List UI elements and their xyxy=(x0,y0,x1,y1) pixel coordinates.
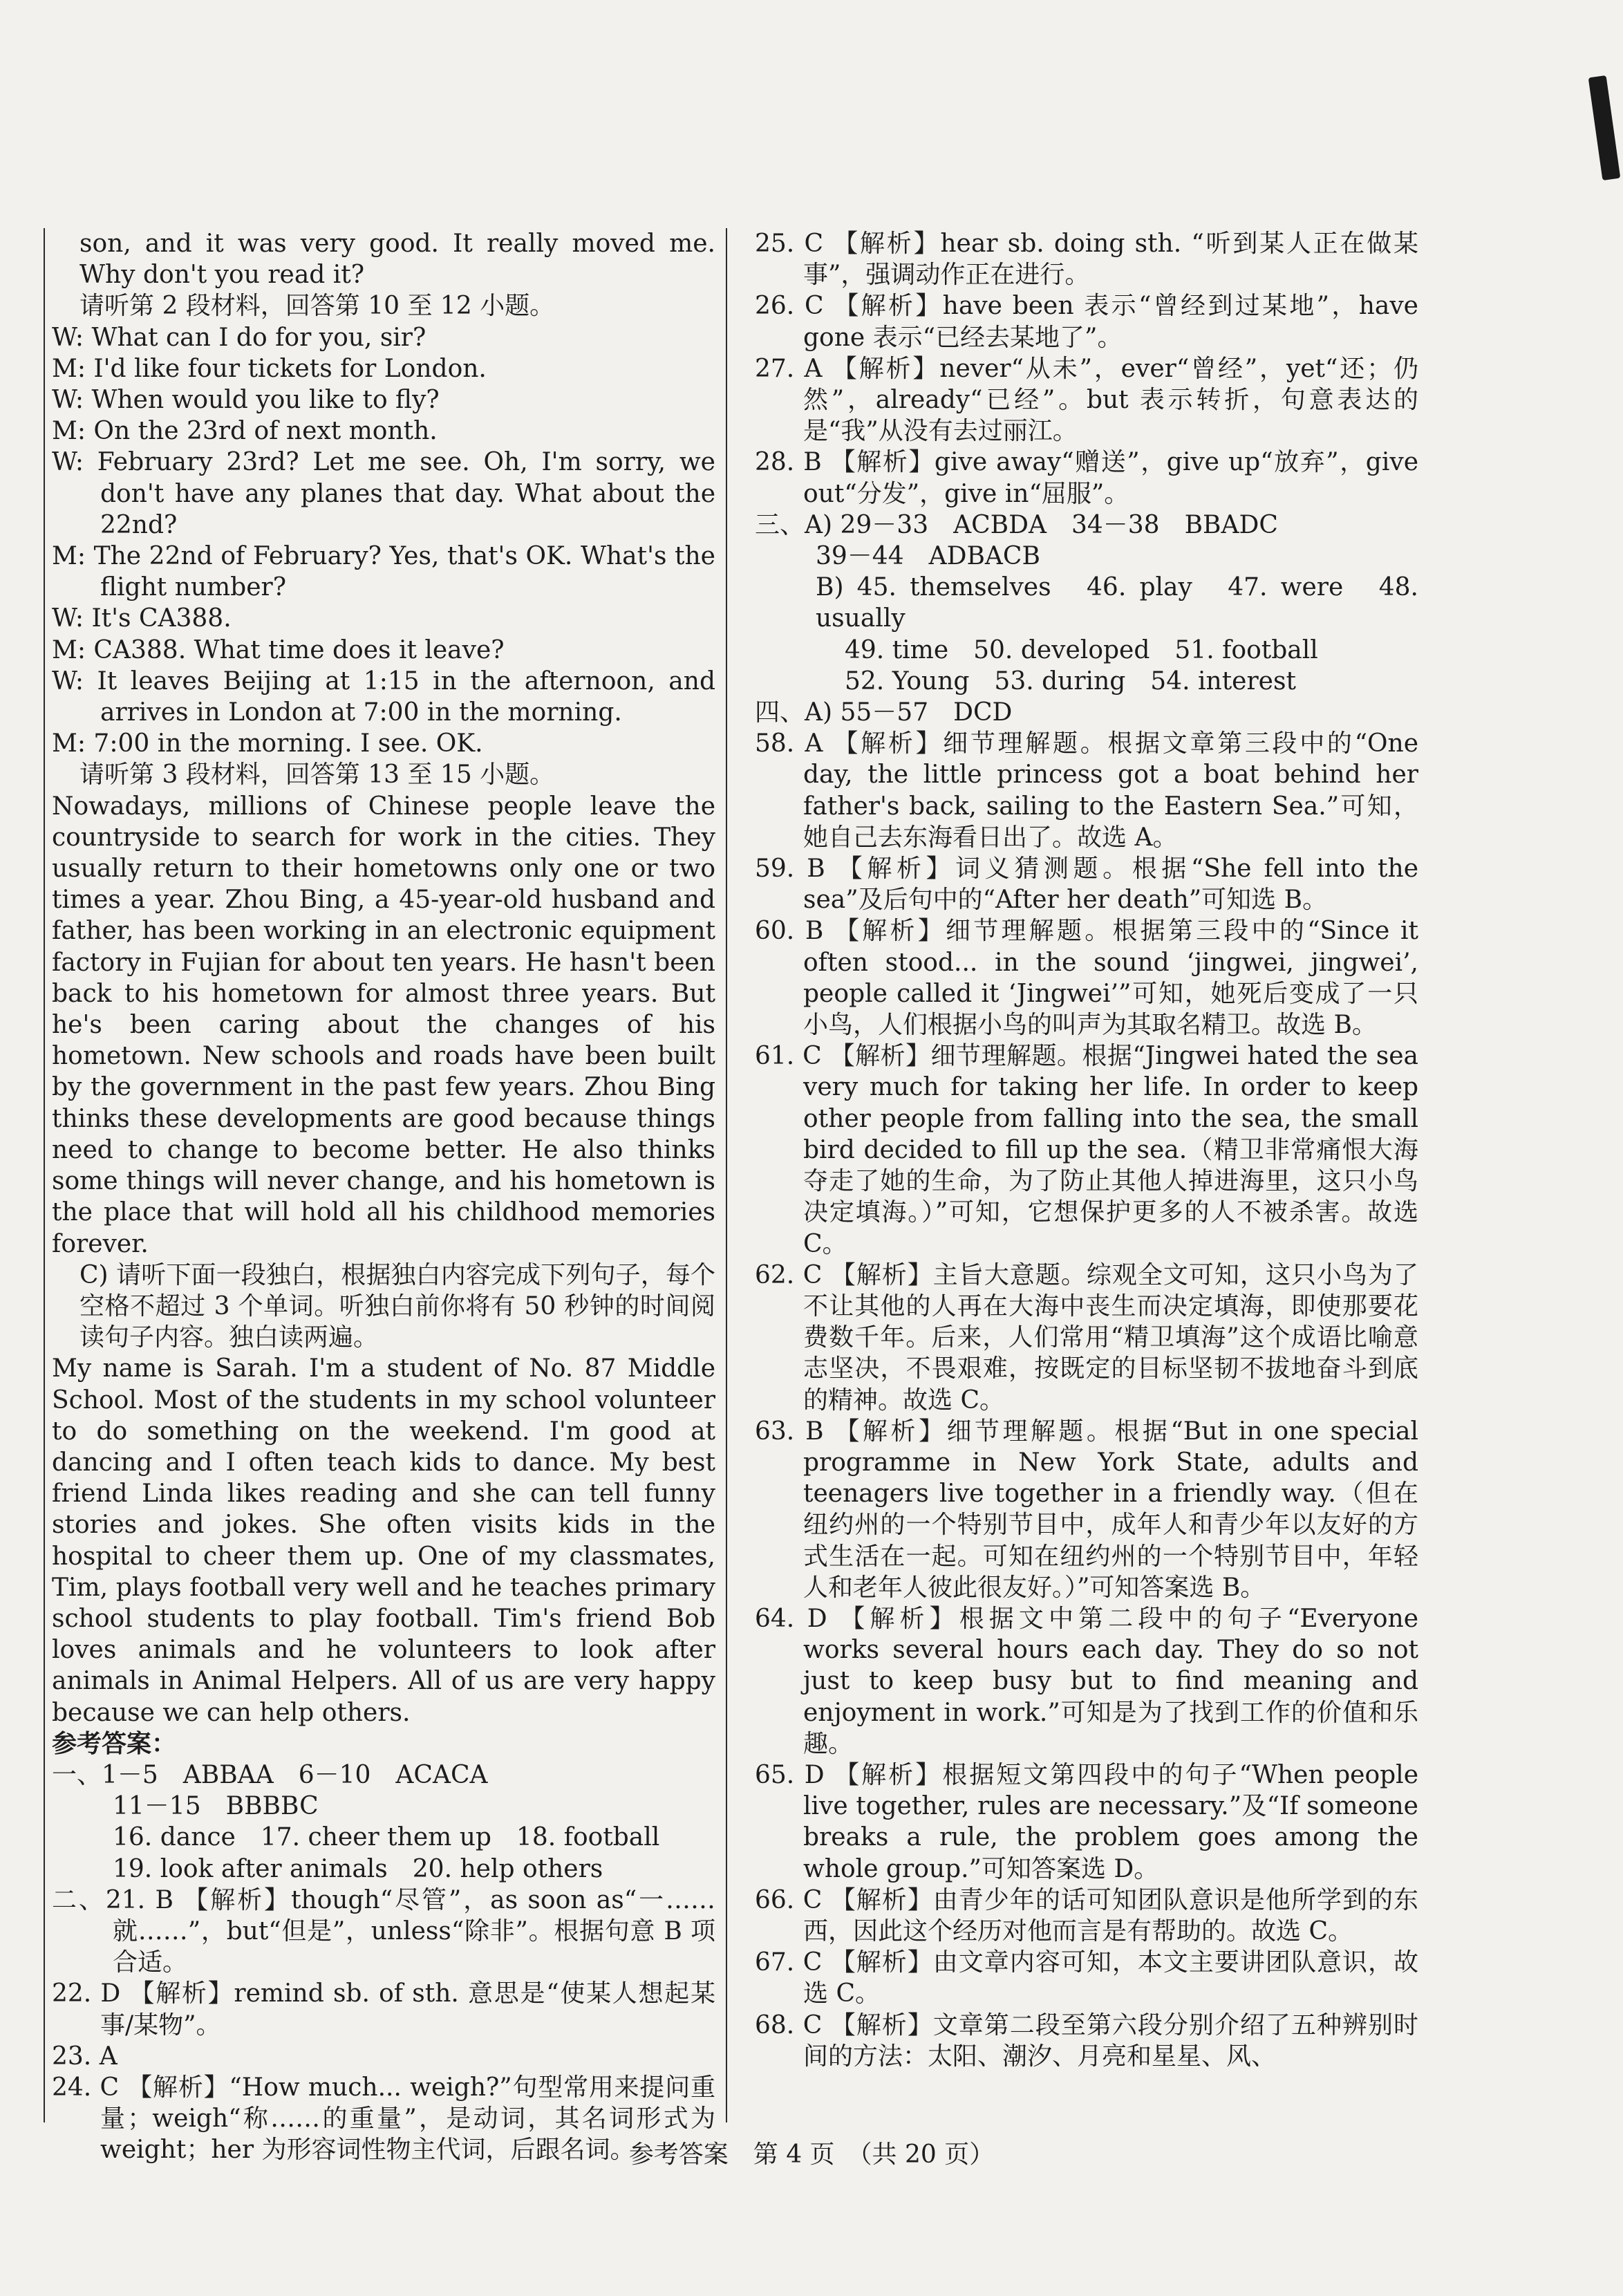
right-paragraph: 52. Young 53. during 54. interest xyxy=(845,666,1296,696)
right-paragraph: 25. C 【解析】hear sb. doing sth. “听到某人正在做某事”，强调动作正在进行。 xyxy=(755,230,1418,290)
left-paragraph: W: When would you like to fly? xyxy=(52,386,440,415)
left-paragraph: M: CA388. What time does it leave? xyxy=(52,635,505,664)
left-paragraph: M: I'd like four tickets for London. xyxy=(52,354,487,383)
left-paragraph: 11－15 BBBBC xyxy=(113,1792,319,1821)
right-paragraph: 62. C 【解析】主旨大意题。综观全文可知，这只小鸟为了不让其他的人再在大海中丧生而决定填海，即使那要花费数千年。后来，人们常用“精卫填海”这个成语比喻意志坚决，不畏艰难，按既定的目标坚韧不拔地奋斗到底的精神。故选 C。 xyxy=(755,1260,1418,1415)
left-paragraph: W: It's CA388. xyxy=(52,604,232,633)
right-paragraph: 26. C 【解析】have been 表示“曾经到过某地”，have gone 表示“已经去某地了”。 xyxy=(755,292,1418,352)
left-paragraph: 请听第 3 段材料，回答第 13 至 15 小题。 xyxy=(79,760,555,790)
left-paragraph: 22. D 【解析】remind sb. of sth. 意思是“使某人想起某事/某物”。 xyxy=(52,1979,715,2040)
right-paragraph: 66. C 【解析】由青少年的话可知团队意识是他所学到的东西，因此这个经历对他而言是有帮助的。故选 C。 xyxy=(755,1885,1418,1945)
right-paragraph: 39－44 ADBACB xyxy=(816,542,1040,571)
left-paragraph: 二、21. B 【解析】though“尽管”，as soon as“一……就……”，but“但是”，unless“除非”。根据句意 B 项合适。 xyxy=(52,1885,715,1977)
right-column xyxy=(755,228,1418,2072)
right-paragraph: 64. D 【解析】根据文中第二段中的句子“Everyone works several hours each day. They do so not just to keep busy but to find meaning and enjoyment in work.”可知是为了找到工作的价值和乐趣。 xyxy=(755,1604,1418,1758)
left-paragraph: My name is Sarah. I'm a student of No. 87 Middle School. Most of the students in my school volunteer to do something on the weekend. I'm good at dancing and I often teach kids to dance. My best friend Linda likes reading and she can tell funny stories and jokes. She often visits kids in the hospital to cheer them up. One of my classmates, Tim, plays football very well and he teaches primary school students to play football. Tim's friend Bob loves animals and he volunteers to look after animals in Animal Helpers. All of us are very happy because we can help others. xyxy=(52,1354,715,1727)
left-paragraph: W: What can I do for you, sir? xyxy=(52,323,426,352)
left-paragraph: 一、1－5 ABBAA 6－10 ACACA xyxy=(52,1760,488,1789)
right-paragraph: 67. C 【解析】由文章内容可知，本文主要讲团队意识，故选 C。 xyxy=(755,1948,1418,2008)
left-column xyxy=(52,228,715,2166)
right-paragraph: 四、A) 55－57 DCD xyxy=(755,698,1013,727)
left-paragraph: 16. dance 17. cheer them up 18. football xyxy=(113,1823,660,1852)
left-paragraph: 19. look after animals 20. help others xyxy=(113,1854,603,1883)
left-paragraph: son, and it was very good. It really moved me. Why don't you read it? xyxy=(79,230,715,290)
right-paragraph: 61. C 【解析】细节理解题。根据“Jingwei hated the sea very much for taking her life. In order to keep other people from falling into the sea, the small bird decided to fill up the sea.（精卫非常痛恨大海夺走了她的生命，为了防止其他人掉进海里，这只小鸟决定填海。）”可知，它想保护更多的人不被杀害。故选 C。 xyxy=(755,1042,1418,1258)
right-paragraph: 65. D 【解析】根据短文第四段中的句子“When people live together, rules are necessary.”及“If someone breaks a rule, the problem goes among the whole group.”可知答案选 D。 xyxy=(755,1760,1418,1883)
left-paragraph: 参考答案： xyxy=(52,1728,177,1758)
left-paragraph: M: 7:00 in the morning. I see. OK. xyxy=(52,729,483,758)
left-paragraph: W: February 23rd? Let me see. Oh, I'm sorry, we don't have any planes that day. What about the 22nd? xyxy=(52,448,715,539)
right-paragraph: 68. C 【解析】文章第二段至第六段分别介绍了五种辨别时间的方法：太阳、潮汐、月亮和星星、风、 xyxy=(755,2010,1418,2071)
right-paragraph: 49. time 50. developed 51. football xyxy=(845,635,1318,664)
left-paragraph: M: The 22nd of February? Yes, that's OK. What's the flight number? xyxy=(52,542,715,602)
right-paragraph: 60. B 【解析】细节理解题。根据第三段中的“Since it often stood... in the sound ‘jingwei, jingwei’, people called it ‘Jingwei’”可知，她死后变成了一只小鸟，人们根据小鸟的叫声为其取名精卫。故选 B。 xyxy=(755,917,1418,1040)
left-paragraph: Nowadays, millions of Chinese people leave the countryside to search for work in the cities. They usually return to their hometowns only one or two times a year. Zhou Bing, a 45-year-old husband and father, has been working in an electronic equipment factory in Fujian for about ten years. He hasn't been back to his hometown for almost three years. But he's been caring about the changes of his hometown. New schools and roads have been built by the government in the past few years. Zhou Bing thinks these developments are good because things need to change to become better. He also thinks some things will never change, and his hometown is the place that will hold all his childhood memories forever. xyxy=(52,792,715,1258)
right-paragraph: 三、A) 29－33 ACBDA 34－38 BBADC xyxy=(755,510,1278,539)
right-paragraph: 63. B 【解析】细节理解题。根据“But in one special programme in New York State, adults and teenagers live together in a friendly way.（但在纽约州的一个特别节目中，成年人和青少年以友好的方式生活在一起。可知在纽约州的一个特别节目中，年轻人和老年人彼此很友好。）”可知答案选 B。 xyxy=(755,1417,1418,1602)
left-paragraph: 23. A xyxy=(52,2042,118,2071)
left-paragraph: W: It leaves Beijing at 1:15 in the afternoon, and arrives in London at 7:00 in the morning. xyxy=(52,666,715,727)
left-paragraph: C) 请听下面一段独白，根据独白内容完成下列句子，每个空格不超过 3 个单词。听独白前你将有 50 秒钟的时间阅读句子内容。独白读两遍。 xyxy=(79,1260,715,1352)
left-paragraph: 24. C 【解析】“How much... weigh?”句型常用来提问重量；weigh“称……的重量”，是动词，其名词形式为 weight；her 为形容词性物主代词，后跟名词。 xyxy=(52,2073,715,2165)
right-paragraph: 59. B 【解析】词义猜测题。根据“She fell into the sea”及后句中的“After her death”可知选 B。 xyxy=(755,855,1418,915)
right-paragraph: 27. A 【解析】never“从未”，ever“曾经”，yet“还；仍然”，already“已经”。but 表示转折，句意表达的是“我”从没有去过丽江。 xyxy=(755,354,1418,446)
right-paragraph: 28. B 【解析】give away“赠送”，give up“放弃”，give out“分发”，give in“屈服”。 xyxy=(755,448,1418,508)
right-paragraph: B) 45. themselves 46. play 47. were 48. usually xyxy=(816,573,1418,633)
left-paragraph: 请听第 2 段材料，回答第 10 至 12 小题。 xyxy=(79,292,555,321)
page-footer: 参考答案 第 4 页 （共 20 页） xyxy=(628,2140,995,2169)
left-paragraph: M: On the 23rd of next month. xyxy=(52,417,438,446)
left-margin-rule xyxy=(44,228,45,2122)
right-paragraph: 58. A 【解析】细节理解题。根据文章第三段中的“One day, the little princess got a boat behind her father's back, sailing to the Eastern Sea.”可知，她自己去东海看日出了。故选 A。 xyxy=(755,729,1418,852)
page-edge-mark xyxy=(1588,75,1621,180)
column-divider xyxy=(726,228,727,2122)
